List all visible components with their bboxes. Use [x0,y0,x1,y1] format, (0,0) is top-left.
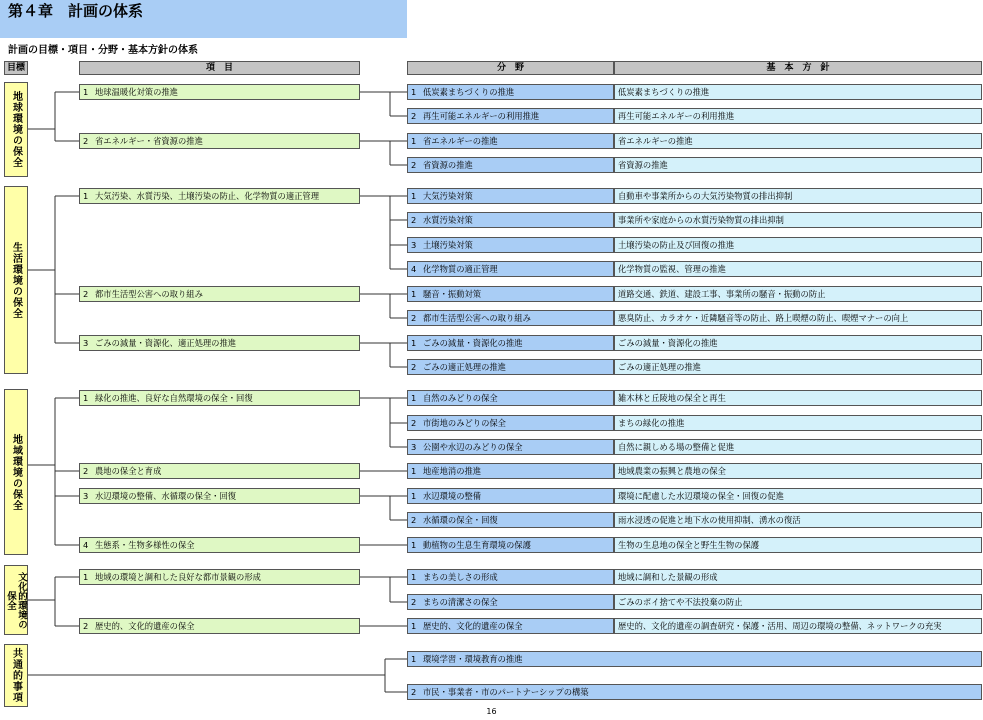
field-number: 4 [411,264,417,274]
field-number: 2 [411,215,417,225]
item-number: 3 [83,338,89,348]
item-box [79,569,360,585]
policy-box: 土壌汚染の防止及び回復の推進 [614,237,982,253]
policy-box: 悪臭防止、カラオケ・近隣騒音等の防止、路上喫煙の防止、喫煙マナーの向上 [614,310,982,326]
policy-box: 環境に配慮した水辺環境の保全・回復の促進 [614,488,982,504]
field-number: 3 [411,240,417,250]
field-box [407,212,614,228]
field-label: 省エネルギーの推進 [423,136,498,146]
item-number: 3 [83,491,89,501]
field-number: 1 [411,491,417,501]
item-label: ごみの減量・資源化、適正処理の推進 [95,338,237,348]
field-label: 騒音・振動対策 [423,289,482,299]
category-cultural-col1: 文化的環境の [16,571,27,629]
field-number: 1 [411,191,417,201]
field-box [407,512,614,528]
field-number: 2 [411,160,417,170]
field-label: 動植物の生息生育環境の保護 [423,540,531,550]
item-label: 緑化の推進、良好な自然環境の保全・回復 [95,393,253,403]
field-number: 2 [411,111,417,121]
item-number: 4 [83,540,89,550]
field-box [407,359,614,375]
field-box [407,439,614,455]
field-box [407,237,614,253]
policy-box: まちの緑化の推進 [614,415,982,431]
policy-box: 生物の生息地の保全と野生生物の保護 [614,537,982,553]
item-box [79,84,360,100]
item-label: 省エネルギー・省資源の推進 [95,136,203,146]
field-box [407,488,614,504]
category-common-matters: 共通的事項 [4,644,28,707]
item-box [79,390,360,406]
item-label: 水辺環境の整備、水循環の保全・回復 [95,491,237,501]
policy-box: 化学物質の監視、管理の推進 [614,261,982,277]
field-box [407,84,614,100]
field-label: 地産地消の推進 [423,466,482,476]
field-box [407,157,614,173]
field-label: 土壌汚染対策 [423,240,473,250]
header-policy: 基 本 方 針 [614,61,982,75]
item-box [79,618,360,634]
category-global-environment: 地球環境の保全 [4,82,28,177]
field-box [407,618,614,634]
item-number: 2 [83,136,89,146]
item-number: 2 [83,466,89,476]
policy-box: 地域農業の振興と農地の保全 [614,463,982,479]
policy-box: 省資源の推進 [614,157,982,173]
chapter-title: 第４章 計画の体系 [0,0,407,38]
common-field-box [407,684,982,700]
field-number: 2 [411,362,417,372]
header-goal: 目標 [4,61,28,75]
policy-box: 低炭素まちづくりの推進 [614,84,982,100]
policy-box: ごみの減量・資源化の推進 [614,335,982,351]
field-number: 2 [411,418,417,428]
field-label: まちの清潔さの保全 [423,597,498,607]
diagram-subtitle: 計画の目標・項目・分野・基本方針の体系 [8,45,198,56]
item-label: 歴史的、文化的遺産の保全 [95,621,195,631]
category-cultural-environment [4,565,28,635]
field-label: 水辺環境の整備 [423,491,482,501]
policy-box: ごみの適正処理の推進 [614,359,982,375]
field-box [407,188,614,204]
field-number: 2 [411,687,417,697]
policy-box: 道路交通、鉄道、建設工事、事業所の騒音・振動の防止 [614,286,982,302]
field-label: 大気汚染対策 [423,191,473,201]
category-living-environment: 生活環境の保全 [4,186,28,374]
field-label: 再生可能エネルギーの利用推進 [423,111,540,121]
field-label: 歴史的、文化的遺産の保全 [423,621,523,631]
header-field: 分 野 [407,61,614,75]
policy-box: 自然に親しめる場の整備と促進 [614,439,982,455]
policy-box: 歴史的、文化的遺産の調査研究・保護・活用、周辺の環境の整備、ネットワークの充実 [614,618,982,634]
item-label: 都市生活型公害への取り組み [95,289,203,299]
item-box [79,537,360,553]
policy-box: 雑木林と丘陵地の保全と再生 [614,390,982,406]
item-number: 1 [83,191,89,201]
item-label: 地域の環境と調和した良好な都市景観の形成 [95,572,261,582]
item-number: 2 [83,289,89,299]
field-number: 1 [411,572,417,582]
field-label: 水循環の保全・回復 [423,515,498,525]
field-label: 環境学習・環境教育の推進 [423,654,523,664]
policy-box: 事業所や家庭からの水質汚染物質の排出抑制 [614,212,982,228]
category-regional-environment: 地域環境の保全 [4,389,28,555]
field-label: まちの美しさの形成 [423,572,498,582]
field-label: 市街地のみどりの保全 [423,418,506,428]
field-label: 水質汚染対策 [423,215,473,225]
field-box [407,286,614,302]
field-number: 1 [411,466,417,476]
item-box [79,133,360,149]
item-box [79,488,360,504]
category-cultural-col2: 保全 [5,590,16,610]
field-box [407,569,614,585]
field-box [407,133,614,149]
policy-box: 地域に調和した景観の形成 [614,569,982,585]
field-box [407,310,614,326]
policy-box: 省エネルギーの推進 [614,133,982,149]
policy-box: 雨水浸透の促進と地下水の使用抑制、湧水の復活 [614,512,982,528]
item-box [79,335,360,351]
field-label: 低炭素まちづくりの推進 [423,87,515,97]
field-number: 1 [411,338,417,348]
field-number: 1 [411,136,417,146]
item-box [79,286,360,302]
item-box [79,463,360,479]
policy-box: 自動車や事業所からの大気汚染物質の排出抑制 [614,188,982,204]
field-box [407,108,614,124]
field-label: 化学物質の適正管理 [423,264,498,274]
field-box [407,537,614,553]
field-label: 市民・事業者・市のパートナーシップの構築 [423,687,589,697]
field-label: 都市生活型公害への取り組み [423,313,531,323]
item-label: 大気汚染、水質汚染、土壌汚染の防止、化学物質の適正管理 [95,191,320,201]
common-field-box [407,651,982,667]
item-box [79,188,360,204]
page-number: 16 [486,707,497,716]
item-label: 地球温暖化対策の推進 [95,87,178,97]
item-label: 生態系・生物多様性の保全 [95,540,195,550]
item-number: 1 [83,393,89,403]
item-number: 1 [83,87,89,97]
field-number: 1 [411,540,417,550]
item-number: 1 [83,572,89,582]
policy-box: 再生可能エネルギーの利用推進 [614,108,982,124]
field-number: 2 [411,597,417,607]
field-number: 1 [411,289,417,299]
field-number: 1 [411,87,417,97]
field-number: 1 [411,393,417,403]
policy-box: ごみのポイ捨てや不法投棄の防止 [614,594,982,610]
field-box [407,390,614,406]
field-number: 1 [411,654,417,664]
field-box [407,335,614,351]
field-label: ごみの適正処理の推進 [423,362,506,372]
field-number: 3 [411,442,417,452]
field-label: 公園や水辺のみどりの保全 [423,442,523,452]
field-label: 自然のみどりの保全 [423,393,498,403]
field-box [407,261,614,277]
field-label: 省資源の推進 [423,160,473,170]
field-label: ごみの減量・資源化の推進 [423,338,523,348]
field-number: 1 [411,621,417,631]
item-label: 農地の保全と育成 [95,466,162,476]
header-item: 項 目 [79,61,360,75]
field-box [407,463,614,479]
field-number: 2 [411,313,417,323]
field-number: 2 [411,515,417,525]
item-number: 2 [83,621,89,631]
field-box [407,594,614,610]
field-box [407,415,614,431]
